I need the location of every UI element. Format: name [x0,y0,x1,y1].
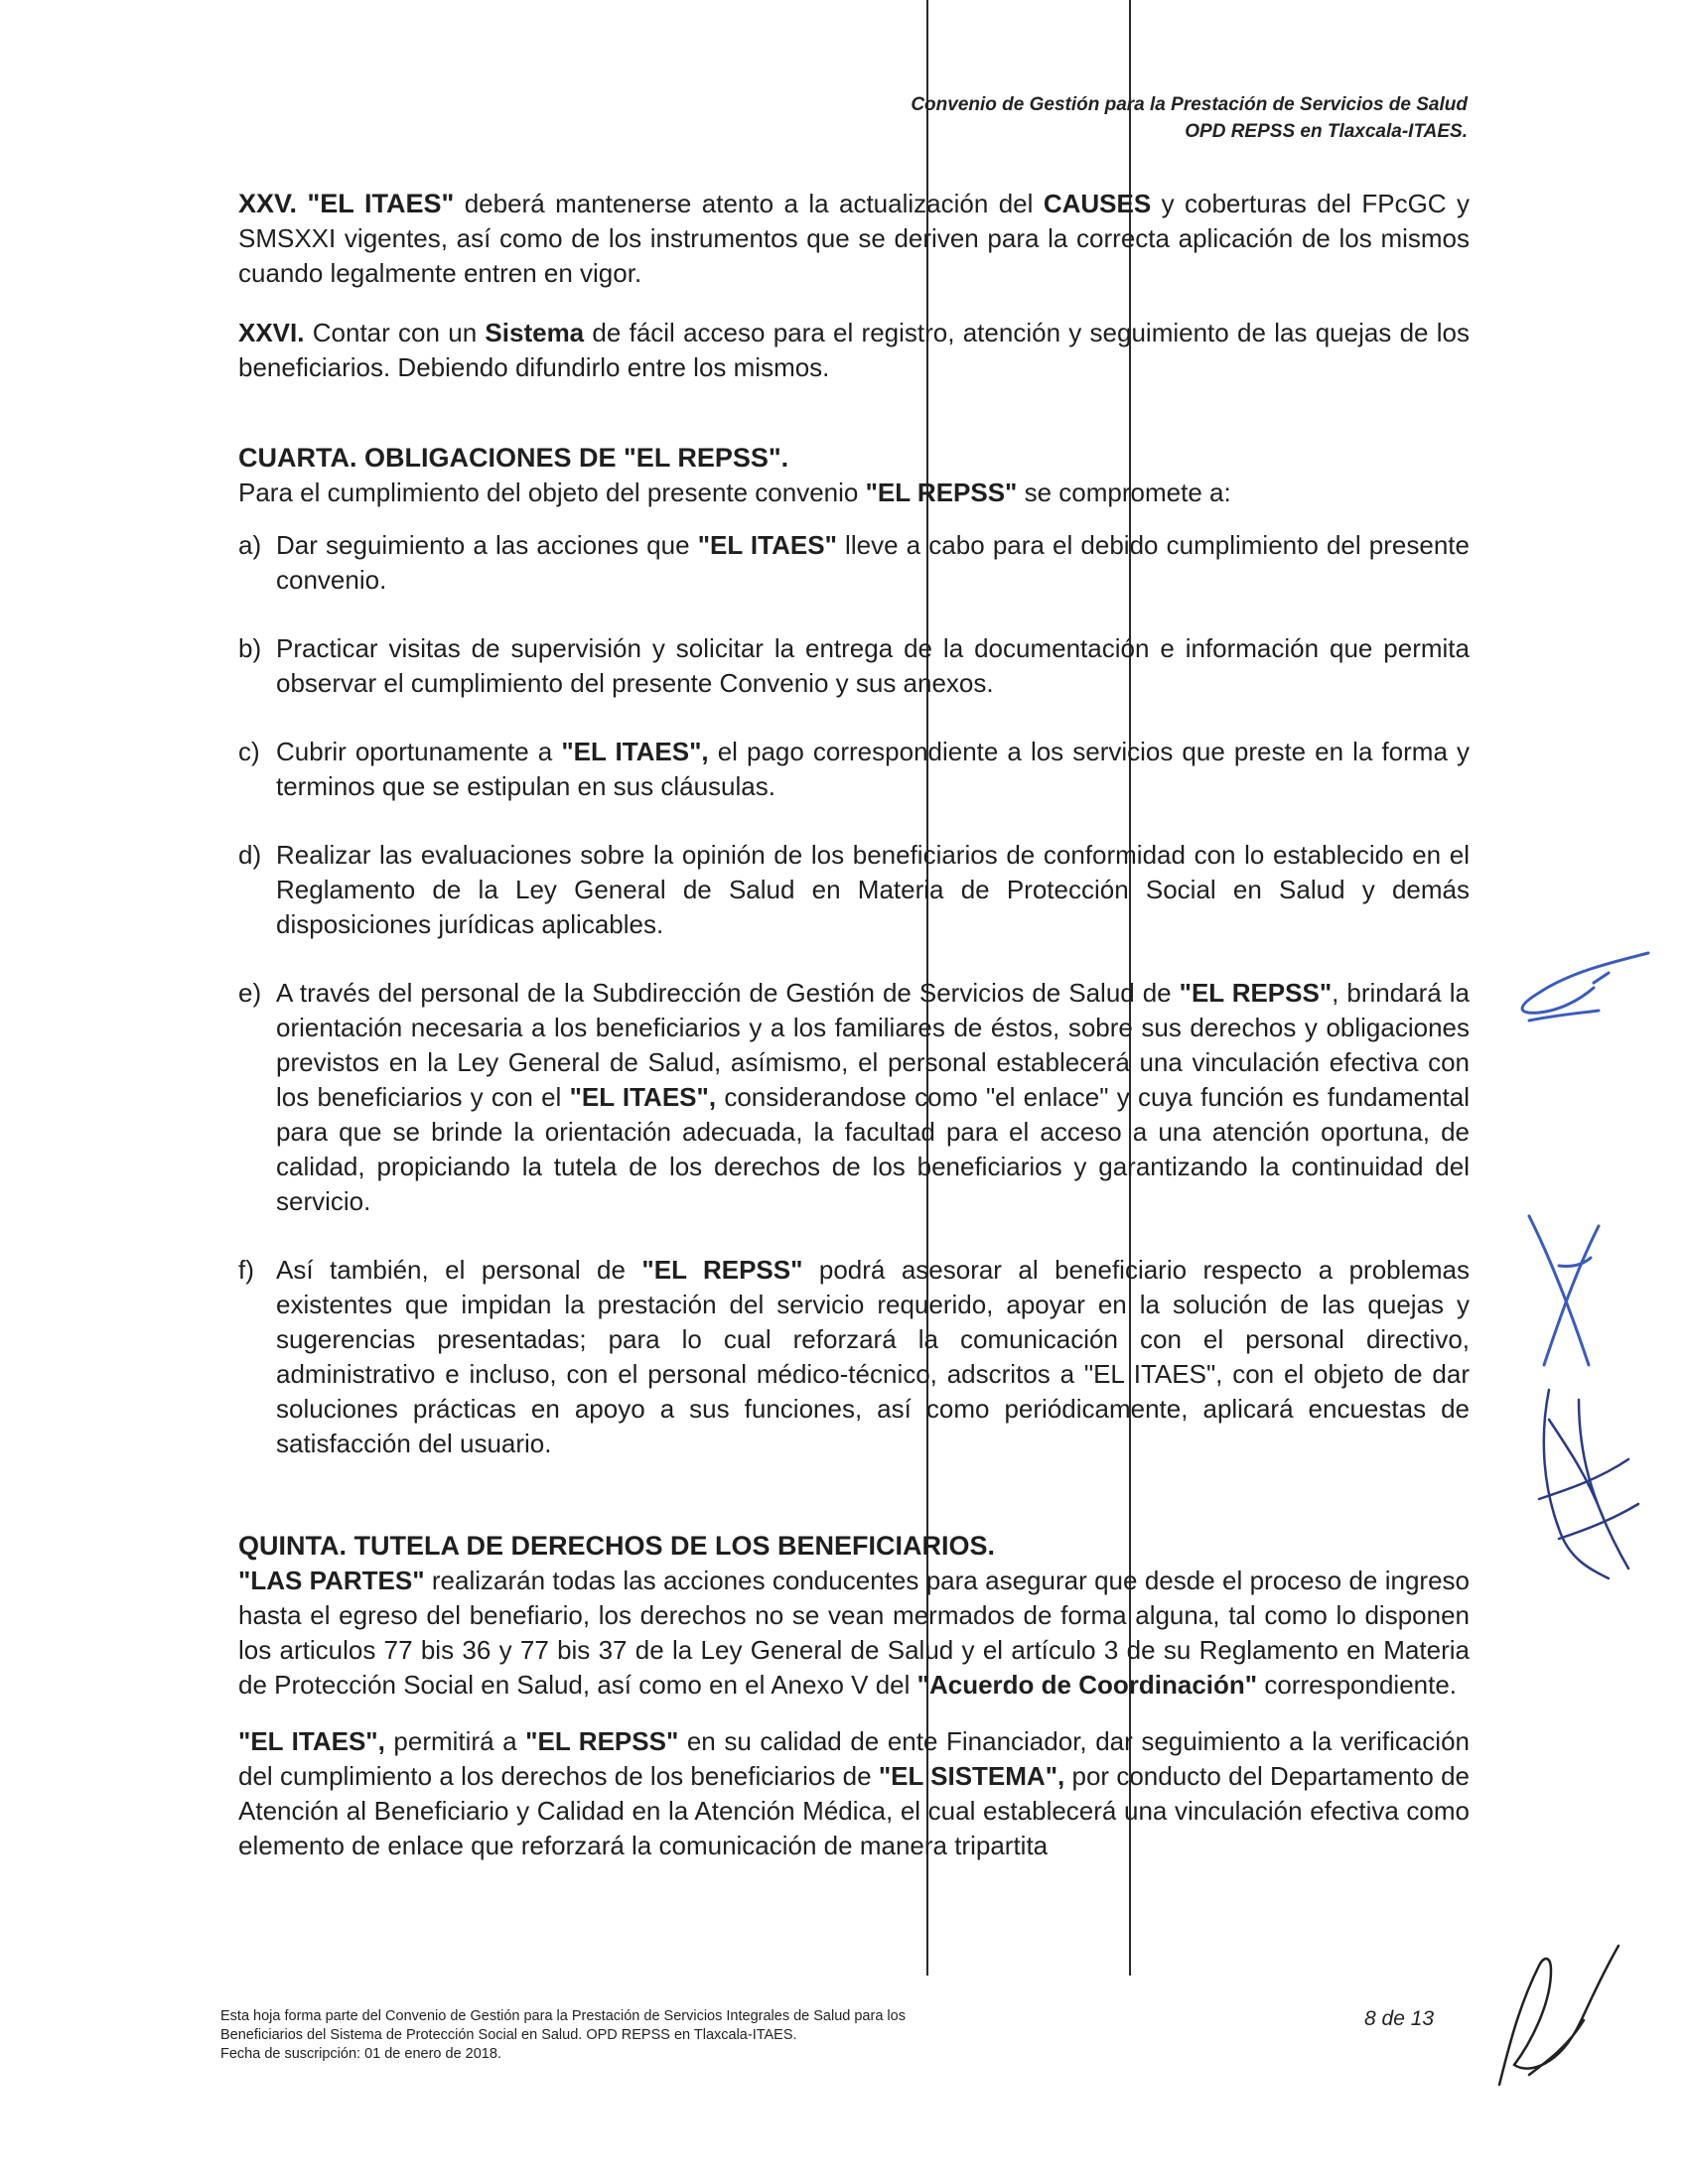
list-item: e) A través del personal de la Subdirección de Gestión de Servicios de Salud de "EL REPSS", brindará la orientación necesaria a los beneficiarios y a los familiares de éstos, sobre sus derechos y obligaciones previstos en la Ley General de Salud, asímismo, el personal establecerá una vinculación efectiva con los beneficiarios y con el "EL ITAES", considerandose como "el enlace" y cuya función es fundamental para que se brinde la orientación adecuada, la facultad para el acceso a una atención oportuna, de calidad, propiciando la tutela de los derechos de los beneficiarios y garantizando la continuidad del servicio. [238,978,1470,1216]
section-cuarta-title: CUARTA. OBLIGACIONES DE "EL REPSS". [238,443,789,473]
signature-initial-2 [1519,1206,1638,1375]
signature-initial-4 [1460,1926,1628,2095]
footer-line: Esta hoja forma parte del Convenio de Gestión para la Prestación de Servicios Integrales de Salud para los [220,2008,906,2024]
clause-xxvi-text: XXVI. Contar con un Sistema de fácil acceso para el registro, atención y seguimiento de las quejas de los beneficiarios. Debiendo difundirlo entre los mismos. [238,318,1470,382]
signature-initial-3 [1519,1380,1658,1588]
clause-xxv-number: XXV. [238,189,298,218]
page-footer [220,2007,1015,2064]
section-quinta-paragraph-1: "LAS PARTES" realizarán todas las acciones conducentes para asegurar que desde el proceso de ingreso hasta el egreso del benefiario, los derechos no se vean mermados de forma alguna, tal como lo disponen los articulos 77 bis 36 y 77 bis 37 de la Ley General de Salud y el artículo 3 de su Reglamento en Materia de Protección Social en Salud, así como en el Anexo V del "Acuerdo de Coordinación" correspondiente. [238,1566,1470,1700]
section-quinta-title: QUINTA. TUTELA DE DERECHOS DE LOS BENEFICIARIOS. [238,1531,996,1561]
footer-date: Fecha de suscripción: 01 de enero de 2018. [220,2046,501,2062]
clause-xxvi [238,316,1470,385]
section-cuarta [238,441,1470,1461]
clause-xxvi-number: XXVI. [238,318,305,347]
signature-initial-1 [1499,943,1658,1042]
list-item: d) Realizar las evaluaciones sobre la opinión de los beneficiarios de conformidad con lo establecido en el Reglamento de la Ley General de Salud en Materia de Protección Social en Salud y demás disposiciones jurídicas aplicables. [238,840,1470,939]
clause-xxv-text: XXV. "EL ITAES" deberá mantenerse atento a la actualización del CAUSES y coberturas del FPcGC y SMSXXI vigentes, así como de los instrumentos que se deriven para la correcta aplicación de los mismos cuando legalmente entren en vigor. [238,189,1470,288]
list-item: c) Cubrir oportunamente a "EL ITAES", el pago correspondiente a los servicios que preste en la forma y terminos que se estipulan en sus cláusulas. [238,737,1470,801]
list-item: f) Así también, el personal de "EL REPSS" podrá asesorar al beneficiario respecto a problemas existentes que impidan la prestación del servicio requerido, apoyar en la solución de las quejas y sugerencias presentadas; para lo cual reforzará la comunicación con el personal directivo, administrativo e incluso, con el personal médico-técnico, adscritos a "EL ITAES", con el objeto de dar soluciones prácticas en apoyo a sus funciones, así como periódicamente, aplicará encuestas de satisfacción del usuario. [238,1255,1470,1458]
section-quinta-paragraph-2: "EL ITAES", permitirá a "EL REPSS" en su calidad de ente Financiador, dar seguimiento a la verificación del cumplimiento a los derechos de los beneficiarios de "EL SISTEMA", por conducto del Departamento de Atención al Beneficiario y Calidad en la Atención Médica, el cual establecerá una vinculación efectiva como elemento de enlace que reforzará la comunicación de manera tripartita [238,1726,1471,1860]
page-number: 8 de 13 [1364,2007,1435,2030]
header-title: Convenio de Gestión para la Prestación de Servicios de Salud [911,94,1468,115]
page-header [911,91,1468,145]
section-cuarta-intro: Para el cumplimiento del objeto del presente convenio "EL REPSS" se compromete a: [238,478,1231,507]
clause-xxv [238,187,1470,291]
section-quinta [238,1529,1470,1863]
obligations-list [238,528,1470,1461]
list-item: b) Practicar visitas de supervisión y solicitar la entrega de la documentación e información que permita observar el cumplimiento del presente Convenio y sus anexos. [238,633,1470,698]
list-item: a) Dar seguimiento a las acciones que "EL ITAES" lleve a cabo para el debido cumplimiento del presente convenio. [238,530,1470,595]
footer-line: Beneficiarios del Sistema de Protección Social en Salud. OPD REPSS en Tlaxcala-ITAES. [220,2027,797,2043]
header-subtitle: OPD REPSS en Tlaxcala-ITAES. [1185,121,1468,142]
